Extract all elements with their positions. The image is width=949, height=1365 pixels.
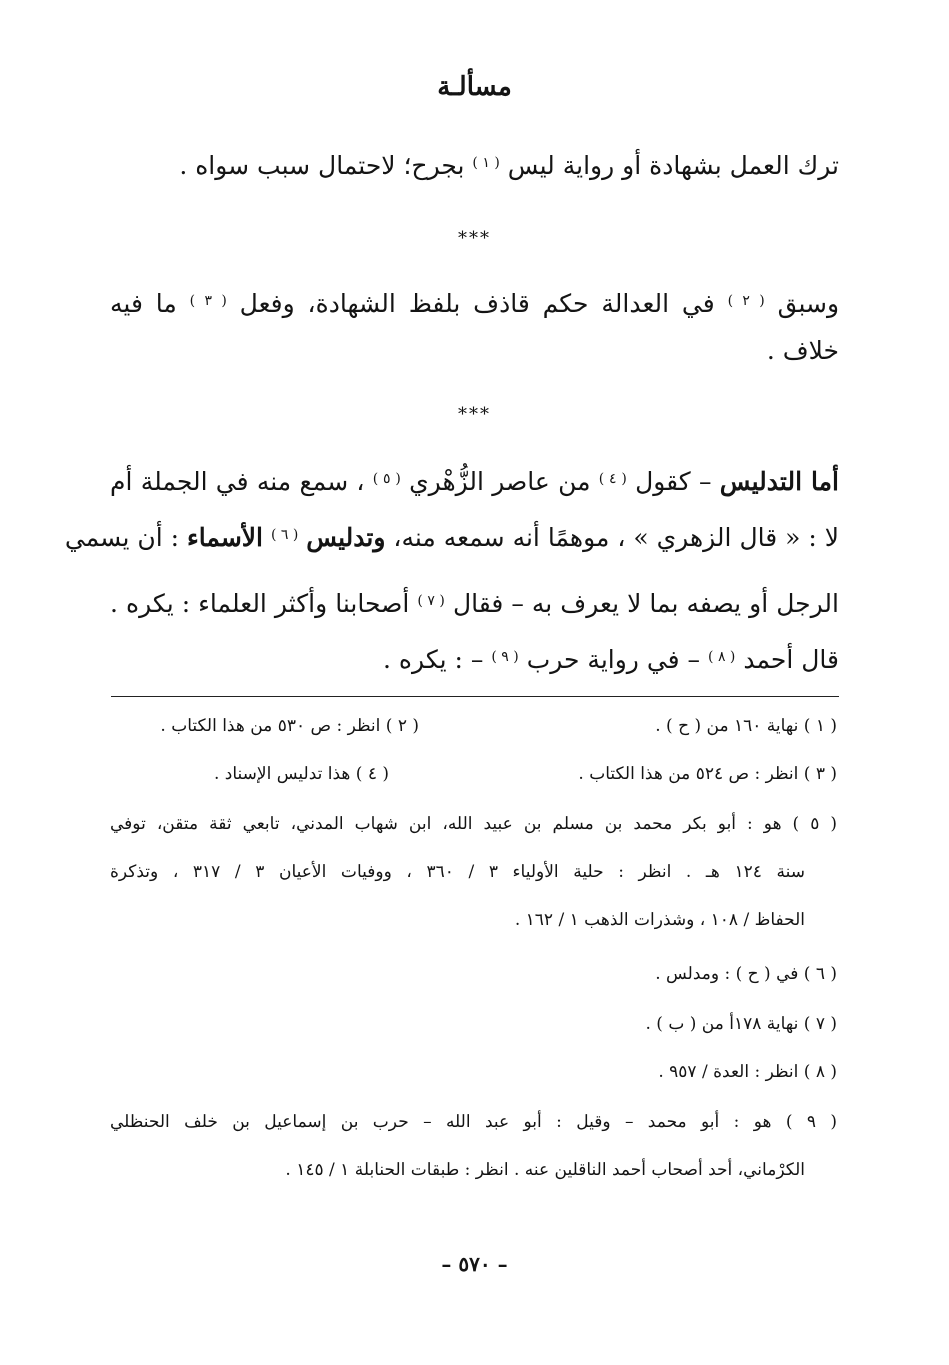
paragraph-3-line-2	[64, 518, 839, 555]
footnote-ref-5: ( ٥ )	[372, 471, 401, 487]
paragraph-3-l1-b: من عاصر الزُّهْري	[409, 467, 591, 496]
separator-stars-2: ***	[458, 404, 491, 425]
term-tadlis: أما التدليس	[719, 467, 839, 496]
paragraph-3-l3-b: أصحابنا وأكثر العلماء : يكره .	[110, 589, 410, 618]
paragraph-2-line-1	[110, 284, 839, 321]
paragraph-2-text-b: في العدالة حكم قاذف بلفظ الشهادة، وفعل	[239, 289, 715, 318]
footnote-5-line-3: الحفاظ / ١٠٨ ، وشذرات الذهب ١ / ١٦٢ .	[514, 910, 805, 930]
paragraph-3-line-1	[110, 462, 839, 499]
paragraph-1-text-b: بجرح؛ لاحتمال سبب سواه .	[179, 151, 465, 180]
footnote-6: ( ٦ ) في ( ح ) : ومدلس .	[655, 964, 837, 984]
footnote-ref-2: ( ٢ )	[727, 293, 765, 309]
footnote-5-line-1: ( ٥ ) هو : أبو بكر محمد بن مسلم بن عبيد الله، ابن شهاب المدني، تابعي ثقة متقن، توفي	[110, 814, 837, 834]
footnote-2: ( ٢ ) انظر : ص ٥٣٠ من هذا الكتاب .	[160, 716, 419, 736]
footnote-4: ( ٤ ) هذا تدليس الإسناد .	[213, 764, 389, 784]
footnote-9-line-1: ( ٩ ) هو : أبو محمد – وقيل : أبو عبد الله – حرب بن إسماعيل بن خلف الحنظلي	[110, 1112, 837, 1132]
paragraph-3-l2-b: : أن يسمي	[64, 523, 180, 552]
paragraph-1-text-a: ترك العمل بشهادة أو رواية ليس	[507, 151, 839, 180]
term-tadlis-2: وتدليس	[306, 523, 386, 552]
paragraph-3-l4-a: قال أحمد	[743, 645, 839, 674]
paragraph-3-l3-a: الرجل أو يصفه بما لا يعرف به – فقال	[452, 589, 839, 618]
footnote-5-line-2: سنة ١٢٤ هـ . انظر : حلية الأولياء ٣ / ٣٦٠ ، ووفيات الأعيان ٣ / ٣١٧ ، وتذكرة	[110, 862, 805, 882]
paragraph-3-line-3	[110, 584, 839, 621]
footnote-9-line-2: الكرْماني، أحد أصحاب أحمد الناقلين عنه . انظر : طبقات الحنابلة ١ / ١٤٥ .	[285, 1160, 805, 1180]
paragraph-3-l1-c: ، سمع منه في الجملة أم	[110, 467, 365, 496]
page-number: – ٥٧٠ –	[441, 1252, 508, 1276]
footnote-ref-4: ( ٤ )	[598, 471, 627, 487]
term-asmaa: الأسماء	[187, 523, 263, 552]
footnote-3: ( ٣ ) انظر : ص ٥٢٤ من هذا الكتاب .	[578, 764, 837, 784]
paragraph-3-line-4	[383, 640, 839, 677]
paragraph-3-l4-c: – : يكره .	[383, 645, 484, 674]
footnote-1: ( ١ ) نهاية ١٦٠ من ( ح ) .	[655, 716, 837, 736]
footnote-ref-6: ( ٦ )	[270, 527, 299, 543]
paragraph-3-l4-b: – في رواية حرب	[526, 645, 701, 674]
footnote-divider	[111, 696, 839, 697]
paragraph-1	[179, 146, 839, 183]
footnote-ref-7: ( ٧ )	[417, 593, 445, 609]
footnote-ref-1: ( ١ )	[472, 155, 500, 171]
paragraph-3-l2-a: لا : « قال الزهري » ، موهمًا أنه سمعه منه،	[393, 523, 839, 552]
section-title: مسألـة	[437, 72, 512, 102]
separator-stars-1: ***	[458, 228, 491, 249]
paragraph-2-text-c: ما فيه	[110, 289, 177, 318]
footnote-8: ( ٨ ) انظر : العدة / ٩٥٧ .	[658, 1062, 837, 1082]
paragraph-2-text-a: وسبق	[777, 289, 840, 318]
footnote-ref-9: ( ٩ )	[491, 649, 519, 665]
footnote-ref-3: ( ٣ )	[189, 293, 227, 309]
paragraph-2-line-2: خلاف .	[766, 336, 839, 365]
footnote-7: ( ٧ ) نهاية ١٧٨أ من ( ب ) .	[645, 1014, 837, 1034]
footnote-ref-8: ( ٨ )	[708, 649, 736, 665]
paragraph-3-l1-a: – كقول	[635, 467, 712, 496]
